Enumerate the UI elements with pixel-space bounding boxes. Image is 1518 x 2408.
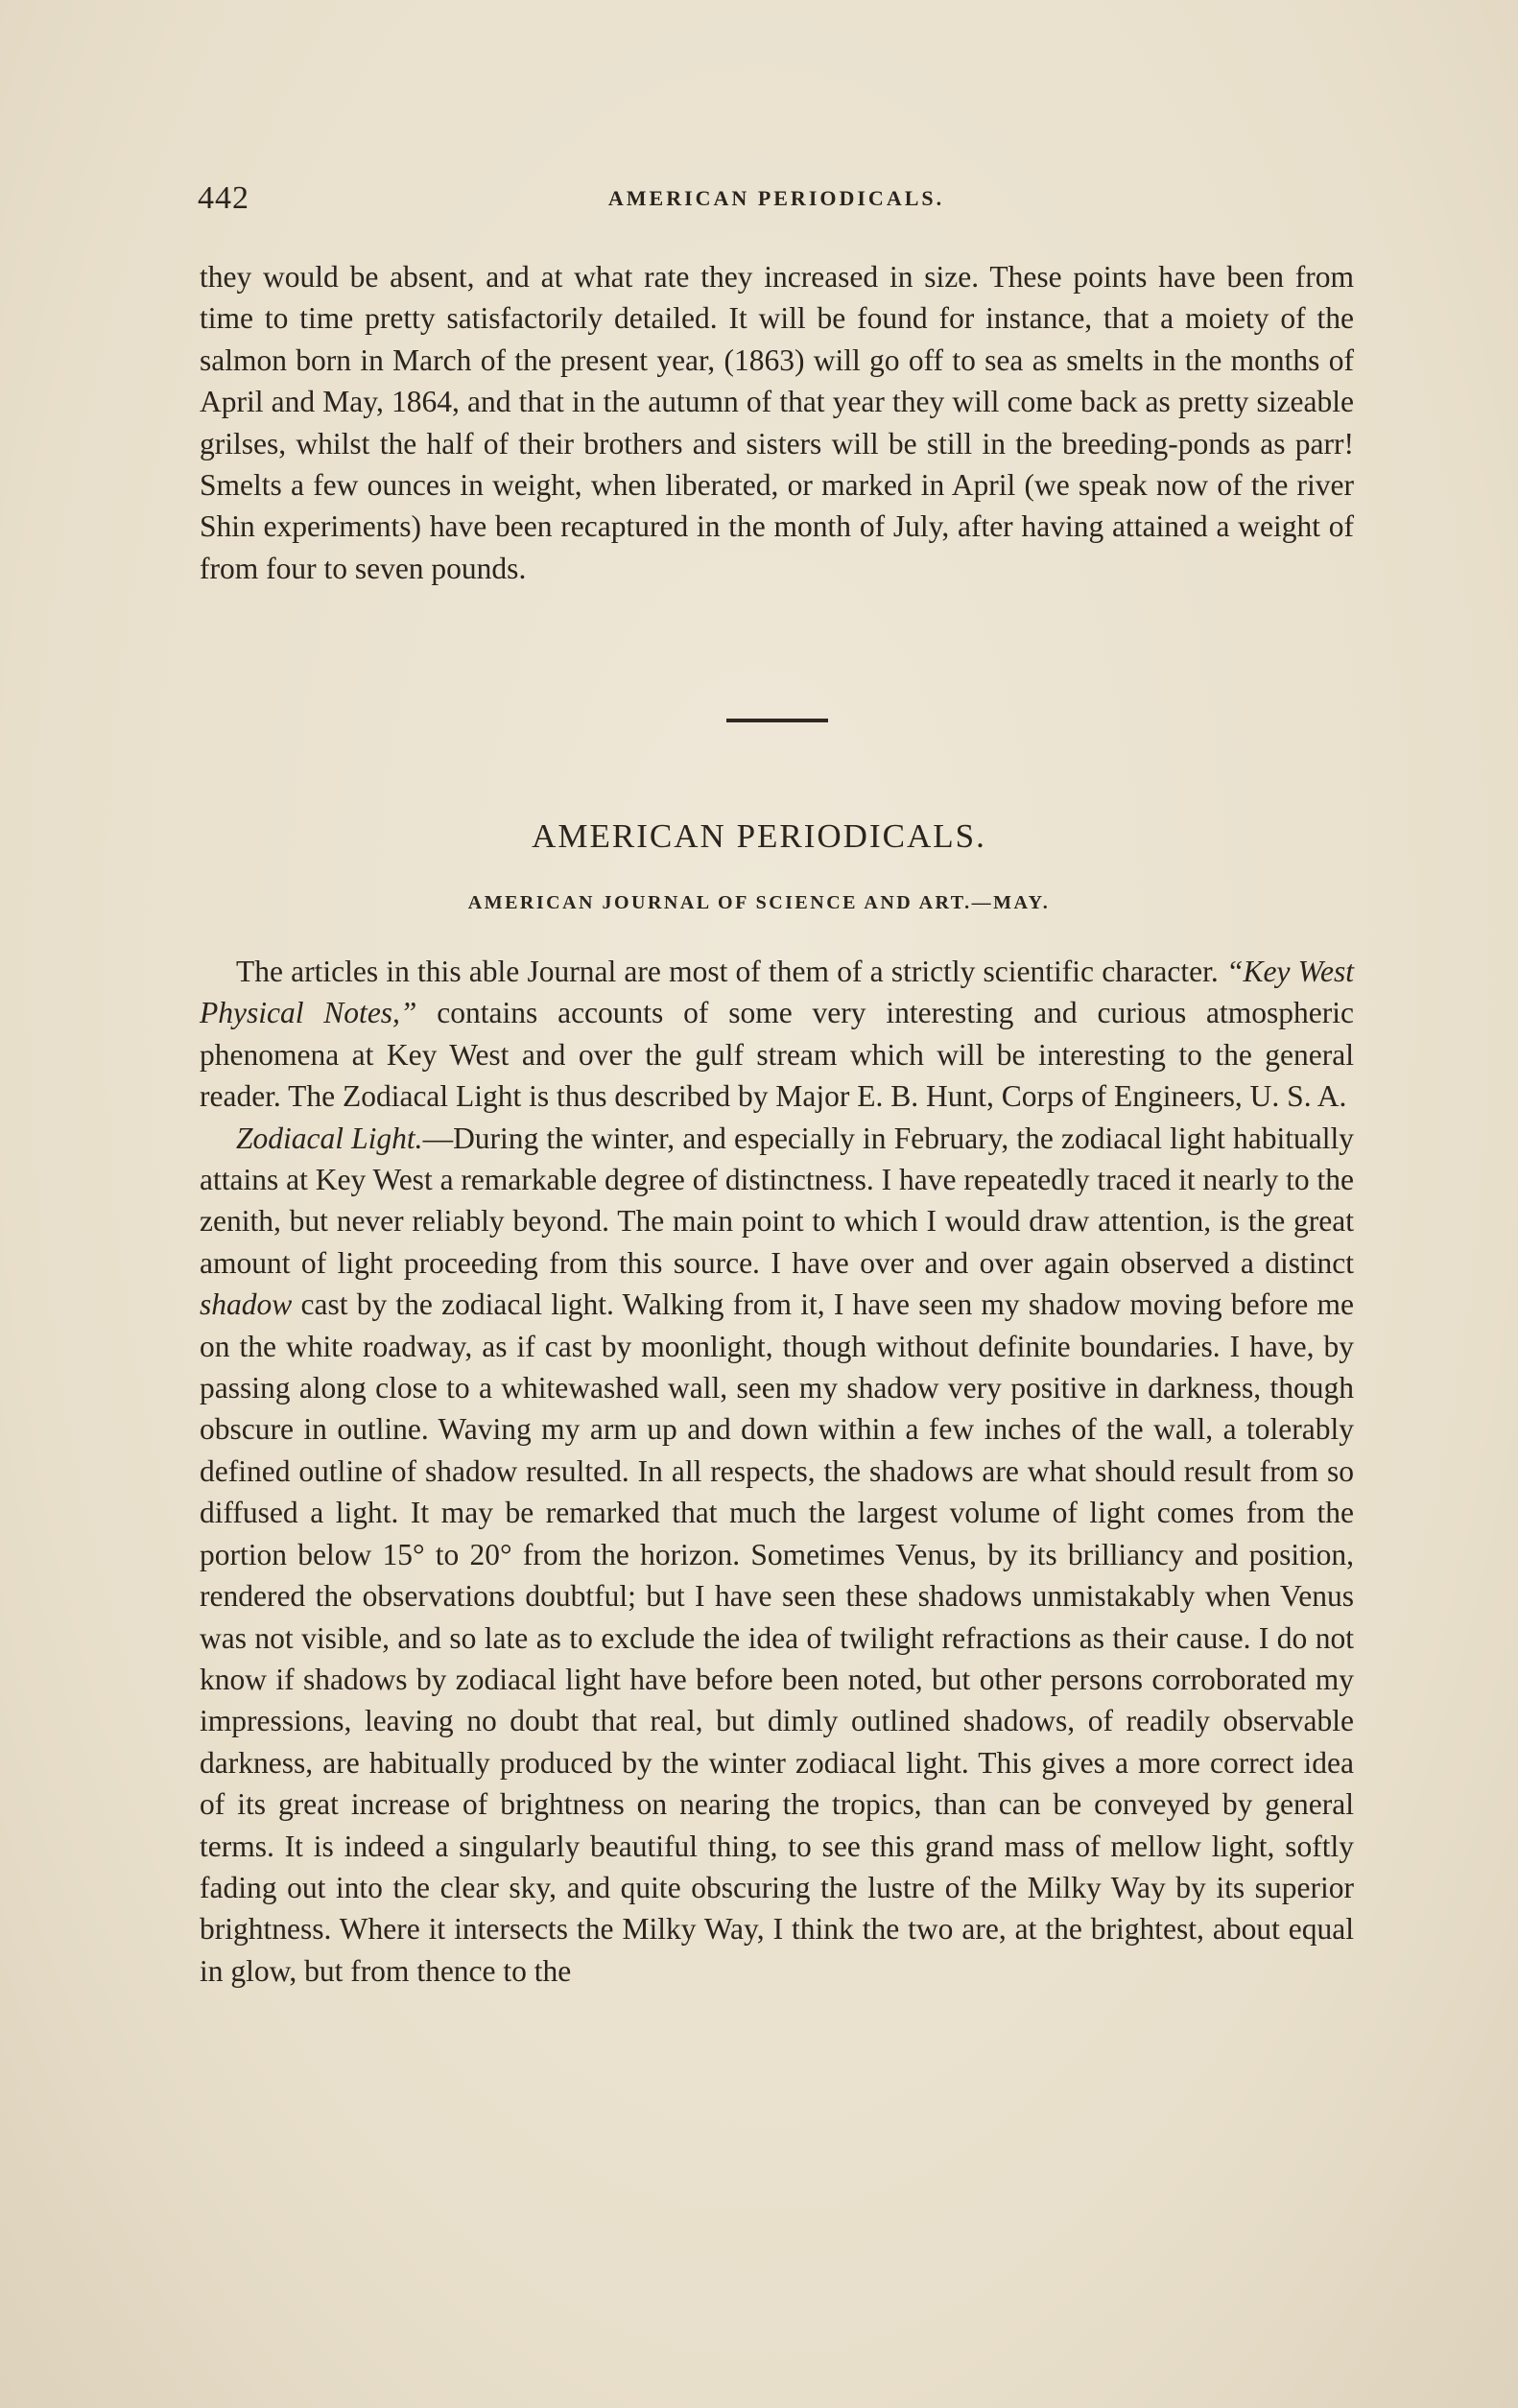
zodiacal-light-paragraph xyxy=(200,1118,1354,1993)
zodiacal-lead-italic: Zodiacal Light. xyxy=(236,1121,423,1155)
article-body xyxy=(200,951,1354,1992)
shadow-italic: shadow xyxy=(200,1287,293,1322)
section-title: AMERICAN PERIODICALS. xyxy=(532,817,986,855)
journal-title: AMERICAN JOURNAL OF SCIENCE AND ART.—MAY. xyxy=(467,892,1051,913)
section-divider xyxy=(726,719,828,722)
article-title-italic: “Key West Physical Notes,” xyxy=(200,955,1354,1030)
running-head xyxy=(198,180,1355,223)
continuation-text xyxy=(200,256,1354,589)
intro-paragraph xyxy=(200,951,1354,1118)
intro-text-before: The articles in this able Journal are most of them of a strictly scientific character. xyxy=(236,955,1226,988)
page-number: 442 xyxy=(198,180,249,216)
zodiacal-text-part1: —During the winter, and especially in February, the zodiacal light habitually attains at Key West a remarkable degree of distinctness. I have repeatedly traced it nearly to the zenith, but never reliably beyond. The main point to which I would draw attention, is the great amount of light proceeding from this source. I have over and over again observed a distinct xyxy=(200,1121,1355,1280)
zodiacal-text-part2: cast by the zodiacal light. Walking from it, I have seen my shadow moving before me on the white roadway, as if cast by moonlight, though without definite boundaries. I have, by passing along close to a whitewashed wall, seen my shadow very positive in darkness, though obscure in outline. Waving my arm up and down within a few inches of the wall, a tolerably defined outline of shadow resulted. In all respects, the shadows are what should result from so diffused a light. It may be remarked that much the largest volume of light comes from the portion below 15° to 20° from the horizon. Sometimes Venus, by its brilliancy and position, rendered the observations doubtful; but I have seen these shadows unmistakably when Venus was not visible, and so late as to exclude the idea of twilight refractions as their cause. I do not know if shadows by zodiacal light have before been noted, but other persons corroborated my impressions, leaving no doubt that real, but dimly outlined shadows, of readily observable darkness, are habitually produced by the winter zodiacal light. This gives a more correct idea of its great increase of brightness on nearing the tropics, than can be conveyed by general terms. It is indeed a singularly beautiful thing, to see this grand mass of mellow light, softly fading out into the clear sky, and quite obscuring the lustre of the Milky Way by its superior brightness. Where it intersects the Milky Way, I think the two are, at the brightest, about equal in glow, but from thence to the xyxy=(200,1287,1354,1988)
intro-text-after: contains accounts of some very interesting and curious atmospheric phenomena at Key West and over the gulf stream which will be interesting to the general reader. The Zodiacal Light is thus described by Major E. B. Hunt, Corps of Engineers, U. S. A. xyxy=(200,996,1354,1114)
continuation-paragraph: they would be absent, and at what rate they increased in size. These points have been from time to time pretty satisfactorily detailed. It will be found for instance, that a moiety of the salmon born in March of the present year, (1863) will go off to sea as smelts in the months of April and May, 1864, and that in the autumn of that year they will come back as pretty sizeable grilses, whilst the half of their brothers and sisters will be still in the breeding-ponds as parr! Smelts a few ounces in weight, when liberated, or marked in April (we speak now of the river Shin experiments) have been recaptured in the month of July, after having attained a weight of from four to seven pounds. xyxy=(200,260,1354,585)
running-title: AMERICAN PERIODICALS. xyxy=(607,186,945,210)
